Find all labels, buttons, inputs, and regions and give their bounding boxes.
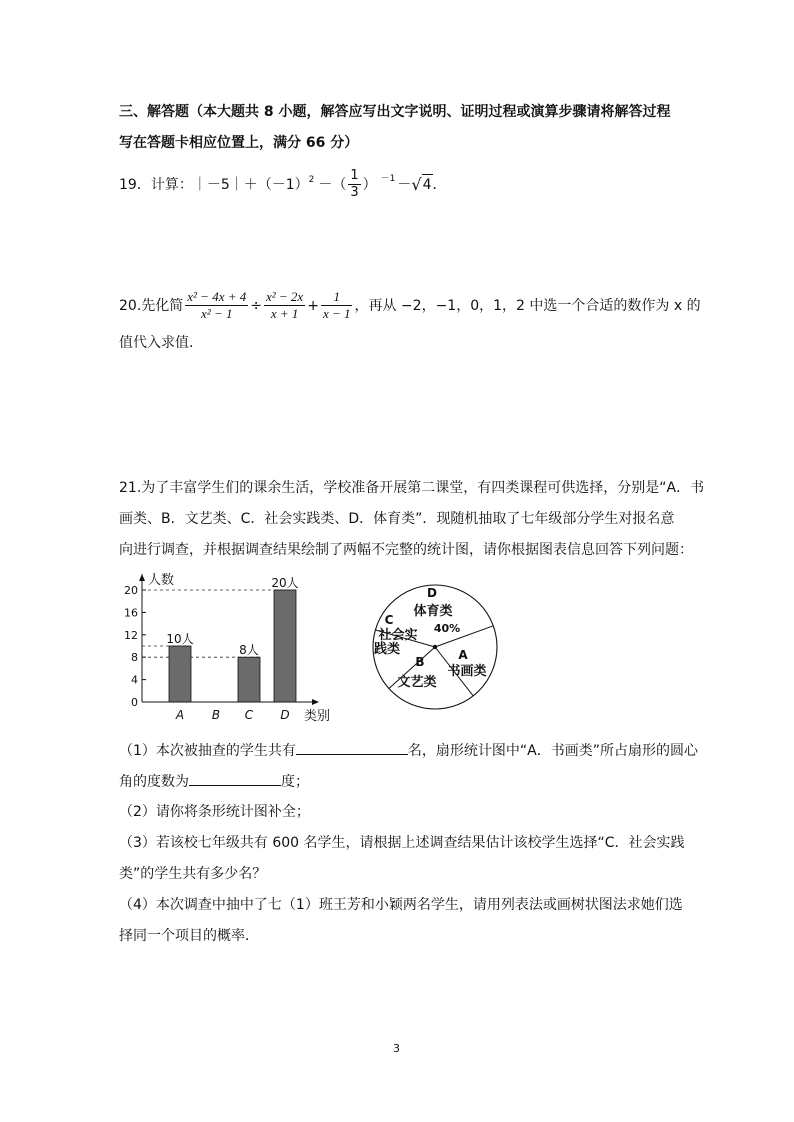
page-number: 3 <box>393 1042 400 1055</box>
bar-data-label: 10人 <box>166 632 194 646</box>
q19-frac-den: 3 <box>350 185 359 200</box>
bar-data-label: 8人 <box>239 643 259 658</box>
slice-b-label: 文艺类 <box>397 675 437 690</box>
q21-sub1-line2 <box>119 771 309 792</box>
slice-d-letter: D <box>427 586 437 600</box>
q20-number: 20. <box>119 297 142 314</box>
answer-blank-count[interactable] <box>296 740 408 755</box>
q19-number: 19．计算： <box>119 176 193 193</box>
q21-sub2: （2）请你将条形统计图补全； <box>119 804 310 820</box>
bar-data-label: 20人 <box>271 576 299 590</box>
slice-a-letter: A <box>458 648 468 662</box>
q21-sub1-line1 <box>119 740 698 761</box>
q20-fraction-1 <box>185 289 248 322</box>
slice-d-label: 体育类 <box>413 604 453 619</box>
q20-tail: ，再从 −2，−1，0，1，2 中选一个合适的数作为 x 的 <box>354 297 701 314</box>
q21-line2: 画类、B．文艺类、C．社会实践类、D．体育类”．现随机抽取了七年级部分学生对报名意 <box>119 511 675 527</box>
q19-close: ） <box>362 176 377 193</box>
slice-c-label-1: 社会实 <box>378 628 418 643</box>
q20-f2-num: x² − 2x <box>265 289 304 304</box>
y-axis-arrow <box>139 574 145 581</box>
section-heading-line2: 写在答题卡相应位置上，满分 66 分） <box>119 135 359 151</box>
x-axis-label: 类别 <box>304 709 331 724</box>
q20-plus: + <box>307 297 319 314</box>
slice-b-letter: B <box>415 655 425 669</box>
q20-f1-num: x² − 4x + 4 <box>187 289 247 304</box>
q20-f3-num: 1 <box>333 289 340 304</box>
y-tick-label: 4 <box>131 673 138 687</box>
x-tick-label: B <box>211 708 221 722</box>
pie-center-dot <box>433 645 437 649</box>
q19-period: ． <box>432 176 447 193</box>
question-20 <box>119 289 701 322</box>
x-tick-label: C <box>244 708 254 722</box>
q20-div: ÷ <box>250 297 262 314</box>
y-tick-label: 0 <box>131 696 138 709</box>
q20-f1-den: x² − 1 <box>201 306 233 321</box>
y-tick-label: 8 <box>131 651 138 665</box>
q21-sub3-line2: 类”的学生共有多少名？ <box>119 866 267 882</box>
q19-abs-part: ｜－5｜＋（－1） <box>192 176 309 193</box>
x-tick-label: A <box>175 708 185 722</box>
y-tick-label: 12 <box>124 628 138 642</box>
sqrt-sign: √ <box>411 174 422 194</box>
q21-sub1-b: 名，扇形统计图中“A．书画类”所占扇形的圆心 <box>407 743 699 759</box>
q19-minus-open: －（ <box>318 176 347 193</box>
pie-chart <box>368 582 504 712</box>
q19-fraction <box>348 168 360 201</box>
q19-exponent-neg1: －1 <box>380 173 396 184</box>
q20-fraction-2 <box>264 289 305 322</box>
q19-sqrt-arg: 4 <box>422 174 433 195</box>
q19-frac-num: 1 <box>350 168 359 183</box>
q20-intro: 先化简 <box>141 297 184 314</box>
q21-sub1-a: （1）本次被抽查的学生共有 <box>119 743 296 759</box>
q21-sub1-d: 度； <box>281 774 309 790</box>
bar-d <box>274 590 296 702</box>
answer-blank-angle[interactable] <box>189 771 281 786</box>
q21-line3: 向进行调查，并根据调查结果绘制了两幅不完整的统计图，请你根据图表信息回答下列问题： <box>119 542 693 558</box>
question-19 <box>119 168 447 201</box>
q21-line1: 21.为了丰富学生们的课余生活，学校准备开展第二课堂，有四类课程可供选择，分别是“A．书 <box>119 480 705 496</box>
bar-chart <box>116 568 348 724</box>
q20-line2: 值代入求值． <box>119 335 203 351</box>
y-axis-label: 人数 <box>148 573 175 588</box>
x-tick-label: D <box>280 708 290 722</box>
slice-c-letter: C <box>384 613 394 627</box>
q19-exponent-2: 2 <box>308 174 315 185</box>
slice-a-label: 书画类 <box>447 664 487 679</box>
bar-a <box>169 646 191 702</box>
bar-c <box>238 657 260 702</box>
q21-sub4-line1: （4）本次调查中抽中了七（1）班王芳和小颖两名学生，请用列表法或画树状图法求她们选 <box>119 897 683 913</box>
q19-minus: － <box>397 176 412 193</box>
y-tick-label: 20 <box>124 584 138 597</box>
x-axis-arrow <box>312 699 319 705</box>
q21-sub3-line1: （3）若该校七年级共有 600 名学生，请根据上述调查结果估计该校学生选择“C．社会实践 <box>119 835 685 851</box>
q21-sub4-line2: 择同一个项目的概率． <box>119 928 259 944</box>
q20-f3-den: x − 1 <box>322 306 351 321</box>
q20-f2-den: x + 1 <box>270 306 299 321</box>
slice-c-label-2: 践类 <box>373 642 401 657</box>
y-tick-label: 16 <box>124 606 138 620</box>
q20-fraction-3 <box>321 289 353 322</box>
q21-sub1-c: 角的度数为 <box>119 774 189 790</box>
slice-d-percent: 40% <box>433 622 461 635</box>
section-heading-line1: 三、解答题（本大题共 8 小题，解答应写出文字说明、证明过程或演算步骤请将解答过程 <box>119 104 671 120</box>
